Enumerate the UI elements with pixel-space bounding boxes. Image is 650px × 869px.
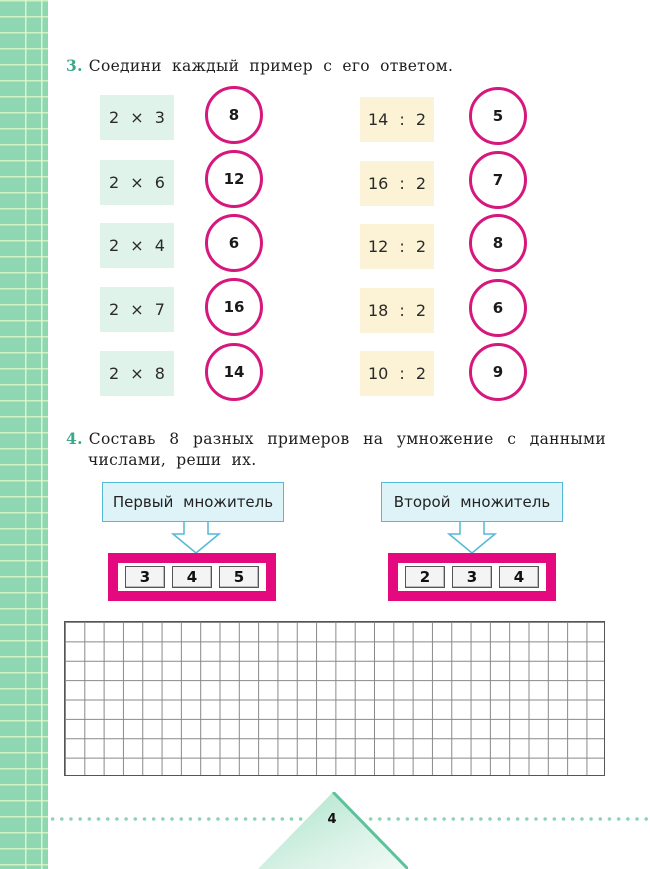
task-4-heading <box>66 428 606 450</box>
task-number: 3. <box>66 56 83 75</box>
answer-circle[interactable]: 8 <box>469 214 527 272</box>
first-factor-label: Первый множитель <box>102 482 284 522</box>
answer-circle[interactable]: 5 <box>469 87 527 145</box>
factor-value: 3 <box>125 566 165 588</box>
factor-value: 4 <box>172 566 212 588</box>
answer-circle[interactable]: 6 <box>205 214 263 272</box>
writing-grid[interactable] <box>64 621 605 776</box>
dotted-divider-right <box>366 817 650 821</box>
arrow-down-icon <box>171 522 221 554</box>
task-instruction: Соедини каждый пример с его ответом. <box>88 57 454 75</box>
second-factor-label: Второй множитель <box>381 482 563 522</box>
answer-circle[interactable]: 6 <box>469 279 527 337</box>
answer-circle[interactable]: 16 <box>205 278 263 336</box>
expression-card[interactable]: 2 × 4 <box>100 223 174 268</box>
expression-card[interactable]: 2 × 6 <box>100 160 174 205</box>
expression-card[interactable]: 2 × 3 <box>100 95 174 140</box>
expression-card[interactable]: 2 × 7 <box>100 287 174 332</box>
expression-card[interactable]: 16 : 2 <box>360 161 434 206</box>
answer-circle[interactable]: 12 <box>205 150 263 208</box>
factor-value: 2 <box>405 566 445 588</box>
answer-circle[interactable]: 8 <box>205 86 263 144</box>
answer-circle[interactable]: 9 <box>469 343 527 401</box>
answer-circle[interactable]: 7 <box>469 151 527 209</box>
task-instruction-line-1: Составь 8 разных примеров на умножение с данными <box>88 430 606 448</box>
expression-card[interactable]: 14 : 2 <box>360 97 434 142</box>
factor-value: 3 <box>452 566 492 588</box>
expression-card[interactable]: 12 : 2 <box>360 224 434 269</box>
expression-card[interactable]: 2 × 8 <box>100 351 174 396</box>
task-3-heading <box>66 55 453 77</box>
arrow-down-icon <box>447 522 497 554</box>
task-instruction-line-2: числами, реши их. <box>88 451 257 469</box>
expression-card[interactable]: 10 : 2 <box>360 351 434 396</box>
second-factor-frame <box>388 553 556 601</box>
page-number-triangle <box>258 792 408 869</box>
factor-value: 5 <box>219 566 259 588</box>
factor-value: 4 <box>499 566 539 588</box>
answer-circle[interactable]: 14 <box>205 343 263 401</box>
expression-card[interactable]: 18 : 2 <box>360 288 434 333</box>
first-factor-frame <box>108 553 276 601</box>
decorative-margin-strip <box>0 0 48 869</box>
task-number: 4. <box>66 429 83 448</box>
page-number: 4 <box>327 812 337 827</box>
